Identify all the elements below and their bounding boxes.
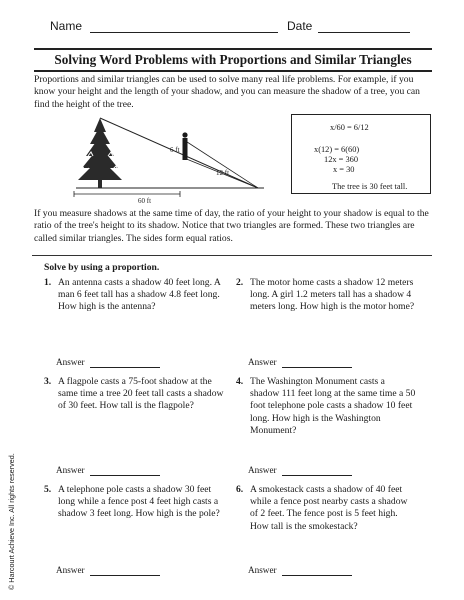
problem-number: 4. xyxy=(236,376,244,387)
name-line[interactable] xyxy=(90,32,278,33)
answer-label: Answer xyxy=(56,465,85,475)
problem-number: 6. xyxy=(236,484,244,495)
section-heading: Solve by using a proportion. xyxy=(44,262,160,273)
answer-label: Answer xyxy=(56,565,85,575)
explanation-paragraph: If you measure shadows at the same time of day, the ratio of your height to your shadow is equal to the ratio of the tree's height to its shadow. Notice that two triangles are formed. These two triangles are called similar triangles. The sides form equal ratios. xyxy=(34,208,429,244)
problem-number: 3. xyxy=(44,376,52,387)
answer-label: Answer xyxy=(56,357,85,367)
person-figure xyxy=(182,132,187,160)
problem-number: 1. xyxy=(44,277,52,288)
answer-line[interactable] xyxy=(90,475,160,476)
answer-label: Answer xyxy=(248,465,277,475)
proportion-equation: x/60 = 6/12 xyxy=(330,123,369,132)
section-divider xyxy=(32,255,432,256)
answer-label: Answer xyxy=(248,357,277,367)
name-label: Name xyxy=(50,19,83,33)
tree-illustration xyxy=(78,118,122,188)
answer-line[interactable] xyxy=(282,475,352,476)
answer-line[interactable] xyxy=(90,367,160,368)
problem-number: 2. xyxy=(236,277,244,288)
solution-step-3: x = 30 xyxy=(333,165,355,174)
worksheet-title: Solving Word Problems with Proportions and Similar Triangles xyxy=(34,48,432,72)
problem-text: The Washington Monument casts a shadow 111 feet long at the same time a 50 foot telephone pole casts a shadow 10 feet long. How high is the Washington Monument? xyxy=(250,376,416,436)
person-shadow-label: 12 ft xyxy=(216,169,230,177)
problem-text: A smokestack casts a shadow of 40 feet while a fence post nearby casts a shadow of 2 feet. The fence post is 5 feet high. How tall is the smokestack? xyxy=(250,484,408,532)
date-label: Date xyxy=(287,19,313,33)
problem-text: The motor home casts a shadow 12 meters long. A girl 1.2 meters tall has a shadow 4 meters long. How high is the motor home? xyxy=(250,277,415,313)
tree-shadow-figure xyxy=(60,112,270,204)
worked-solution-box xyxy=(291,114,431,194)
problem-text: An antenna casts a shadow 40 feet long. A man 6 feet tall has a shadow 4.8 feet long. How high is the antenna? xyxy=(58,277,221,313)
copyright-notice: © Harcourt Achieve Inc. All rights reserved. xyxy=(7,453,16,590)
person-height-label: 6 ft xyxy=(170,146,180,154)
solution-step-1: x(12) = 6(60) xyxy=(314,145,360,154)
problem-number: 5. xyxy=(44,484,52,495)
problem-text: A flagpole casts a 75-foot shadow at the same time a tree 20 feet tall casts a shadow of 30 feet. How tall is the flagpole? xyxy=(58,376,224,412)
answer-line[interactable] xyxy=(90,575,160,576)
answer-line[interactable] xyxy=(282,575,352,576)
tree-shadow-label: 60 ft xyxy=(138,197,152,204)
solution-step-2: 12x = 360 xyxy=(324,155,359,164)
solution-conclusion: The tree is 30 feet tall. xyxy=(332,182,408,191)
answer-label: Answer xyxy=(248,565,277,575)
intro-paragraph: Proportions and similar triangles can be used to solve many real life problems. For example, if you know your height and the length of your shadow, and you can measure the shadow of a tree, you can find the height of the tree. xyxy=(34,74,420,110)
answer-line[interactable] xyxy=(282,367,352,368)
problem-text: A telephone pole casts a shadow 30 feet long while a fence post 4 feet high casts a shadow 3 feet long. How high is the pole? xyxy=(58,484,220,520)
date-line[interactable] xyxy=(318,32,410,33)
